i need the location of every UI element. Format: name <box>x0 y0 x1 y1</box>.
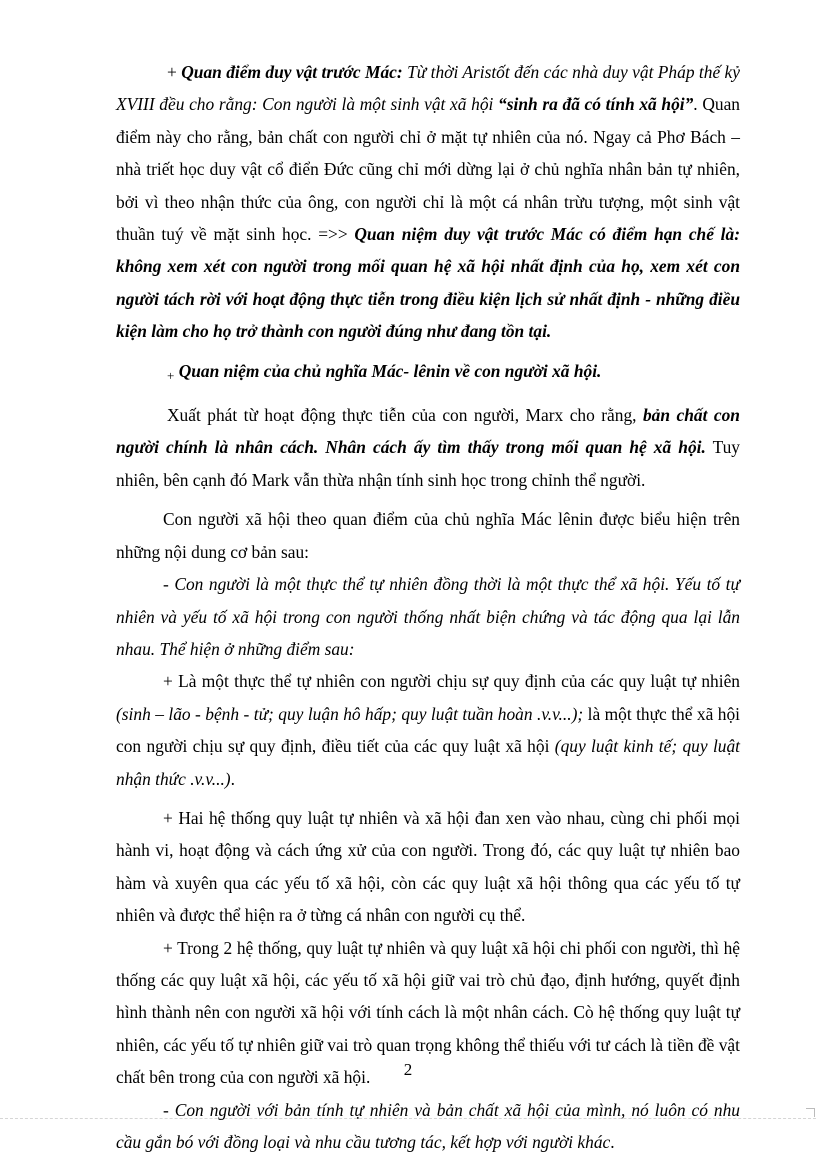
text-human-essence: bản chất con người chính là nhân cách. Nhân cách ấy tìm thấy trong mối quan hệ xã hội. <box>116 405 740 458</box>
bullet-plus-small: + <box>167 367 175 383</box>
paragraph-human-needs <box>116 1094 740 1158</box>
text-feuerbach: . Quan điểm này cho rằng, bản chất con người chỉ ở mặt tự nhiên của nó. Ngay cả Phơ Bách – nhà triết học duy vật cổ điển Đức cũng chỉ mới dừng lại ở chủ nghĩa nhân bản tự nhiên, bởi vì theo nhận thức của ông, con người chỉ là một cá nhân trừu tượng, một sinh vật thuần tuý về mặt sinh học. =>> <box>116 94 740 245</box>
text-limitation: Quan niệm duy vật trước Mác có điểm hạn chế là: không xem xét con người trong mối quan hệ xã hội nhất định của họ, xem xét con người tách rời với hoạt động thực tiễn trong điều kiện lịch sử nhất định - những điều kiện làm cho họ trở thành con người đúng như đang tồn tại. <box>116 224 741 342</box>
text-marx-intro: Xuất phát từ hoạt động thực tiễn của con người, Marx cho rằng, <box>167 405 643 426</box>
paragraph-marxist-view-heading <box>116 355 740 392</box>
text-natural-laws: + Là một thực thể tự nhiên con người chịu sự quy định của các quy luật tự nhiên <box>163 671 740 692</box>
text-period: . <box>230 768 235 789</box>
page-corner-mark <box>806 1108 815 1117</box>
text-aristotle: Từ thời Aristốt đến các nhà duy vật Pháp thế kỷ XVIII đều cho rằng: Con người là một sinh vật xã hội <box>116 62 740 115</box>
text-biological: Tuy nhiên, bên cạnh đó Mark vẫn thừa nhận tính sinh học trong chỉnh thể người. <box>116 437 740 490</box>
text-social-laws: là một thực thể xã hội con người chịu sự quy định, điều tiết của các quy luật xã hội <box>116 703 740 757</box>
document-body <box>116 56 740 1158</box>
text-social-laws-examples: (quy luật kinh tế; quy luật nhận thức .v.v...) <box>116 736 740 789</box>
paragraph-pre-marx-view <box>116 56 740 348</box>
paragraph-social-human <box>116 503 740 568</box>
heading-pre-marx-view: Quan điểm duy vật trước Mác: <box>181 62 403 82</box>
paragraph-natural-social-entity <box>116 568 740 665</box>
text-social-laws-dominant: + Trong 2 hệ thống, quy luật tự nhiên và quy luật xã hội chi phối con người, thì hệ thống các quy luật xã hội, các yếu tố xã hội giữ vai trò chủ đạo, định hướng, quyết định hình thành nên con người xã hội với tính cách là một nhân cách. Cò hệ thống quy luật tự nhiên, các yếu tố tự nhiên giữ vai trò quan trọng không thể thiếu với tư cách là tiền đề vật chất bên trong của con người xã hội. <box>116 937 740 1088</box>
page-number: 2 <box>403 1060 413 1079</box>
text-natural-laws-examples: (sinh – lão - bệnh - tử; quy luận hô hấp; quy luật tuần hoàn .v.v...); <box>116 703 584 724</box>
page-break-line <box>0 1118 816 1119</box>
heading-marxist-view: Quan niệm của chủ nghĩa Mác- lênin về con người xã hội. <box>174 360 602 381</box>
text-final-period: . <box>610 1132 615 1152</box>
text-natural-social-entity: - Con người là một thực thể tự nhiên đồng thời là một thực thể xã hội. Yếu tố tự nhiên và yếu tố xã hội trong con người thống nhất biện chứng và tác động qua lại lẫn nhau. Thể hiện ở những điểm sau: <box>116 574 740 659</box>
text-human-needs: - Con người với bản tính tự nhiên và bản chất xã hội của mình, nó luôn có nhu cầu gắn bó với đồng loại và nhu cầu tương tác, kết hợp với người khác <box>116 1099 740 1152</box>
quote-social-born: “sinh ra đã có tính xã hội” <box>498 94 694 115</box>
text-two-systems-interweave: + Hai hệ thống quy luật tự nhiên và xã hội đan xen vào nhau, cùng chi phối mọi hành vi, hoạt động và cách ứng xử của con người. Trong đó, các quy luật tự nhiên bao hàm và xuyên qua các yếu tố xã hội, còn các quy luật xã hội thông qua các yếu tố tự nhiên và được thể hiện ra ở từng cá nhân con người cụ thể. <box>116 807 740 926</box>
bullet-plus: + <box>167 62 182 82</box>
paragraph-natural-laws <box>116 665 740 795</box>
paragraph-marx-personality <box>116 399 740 496</box>
text-social-human: Con người xã hội theo quan điểm của chủ nghĩa Mác lênin được biểu hiện trên những nội dung cơ bản sau: <box>116 509 740 562</box>
paragraph-two-systems-interweave <box>116 802 740 932</box>
